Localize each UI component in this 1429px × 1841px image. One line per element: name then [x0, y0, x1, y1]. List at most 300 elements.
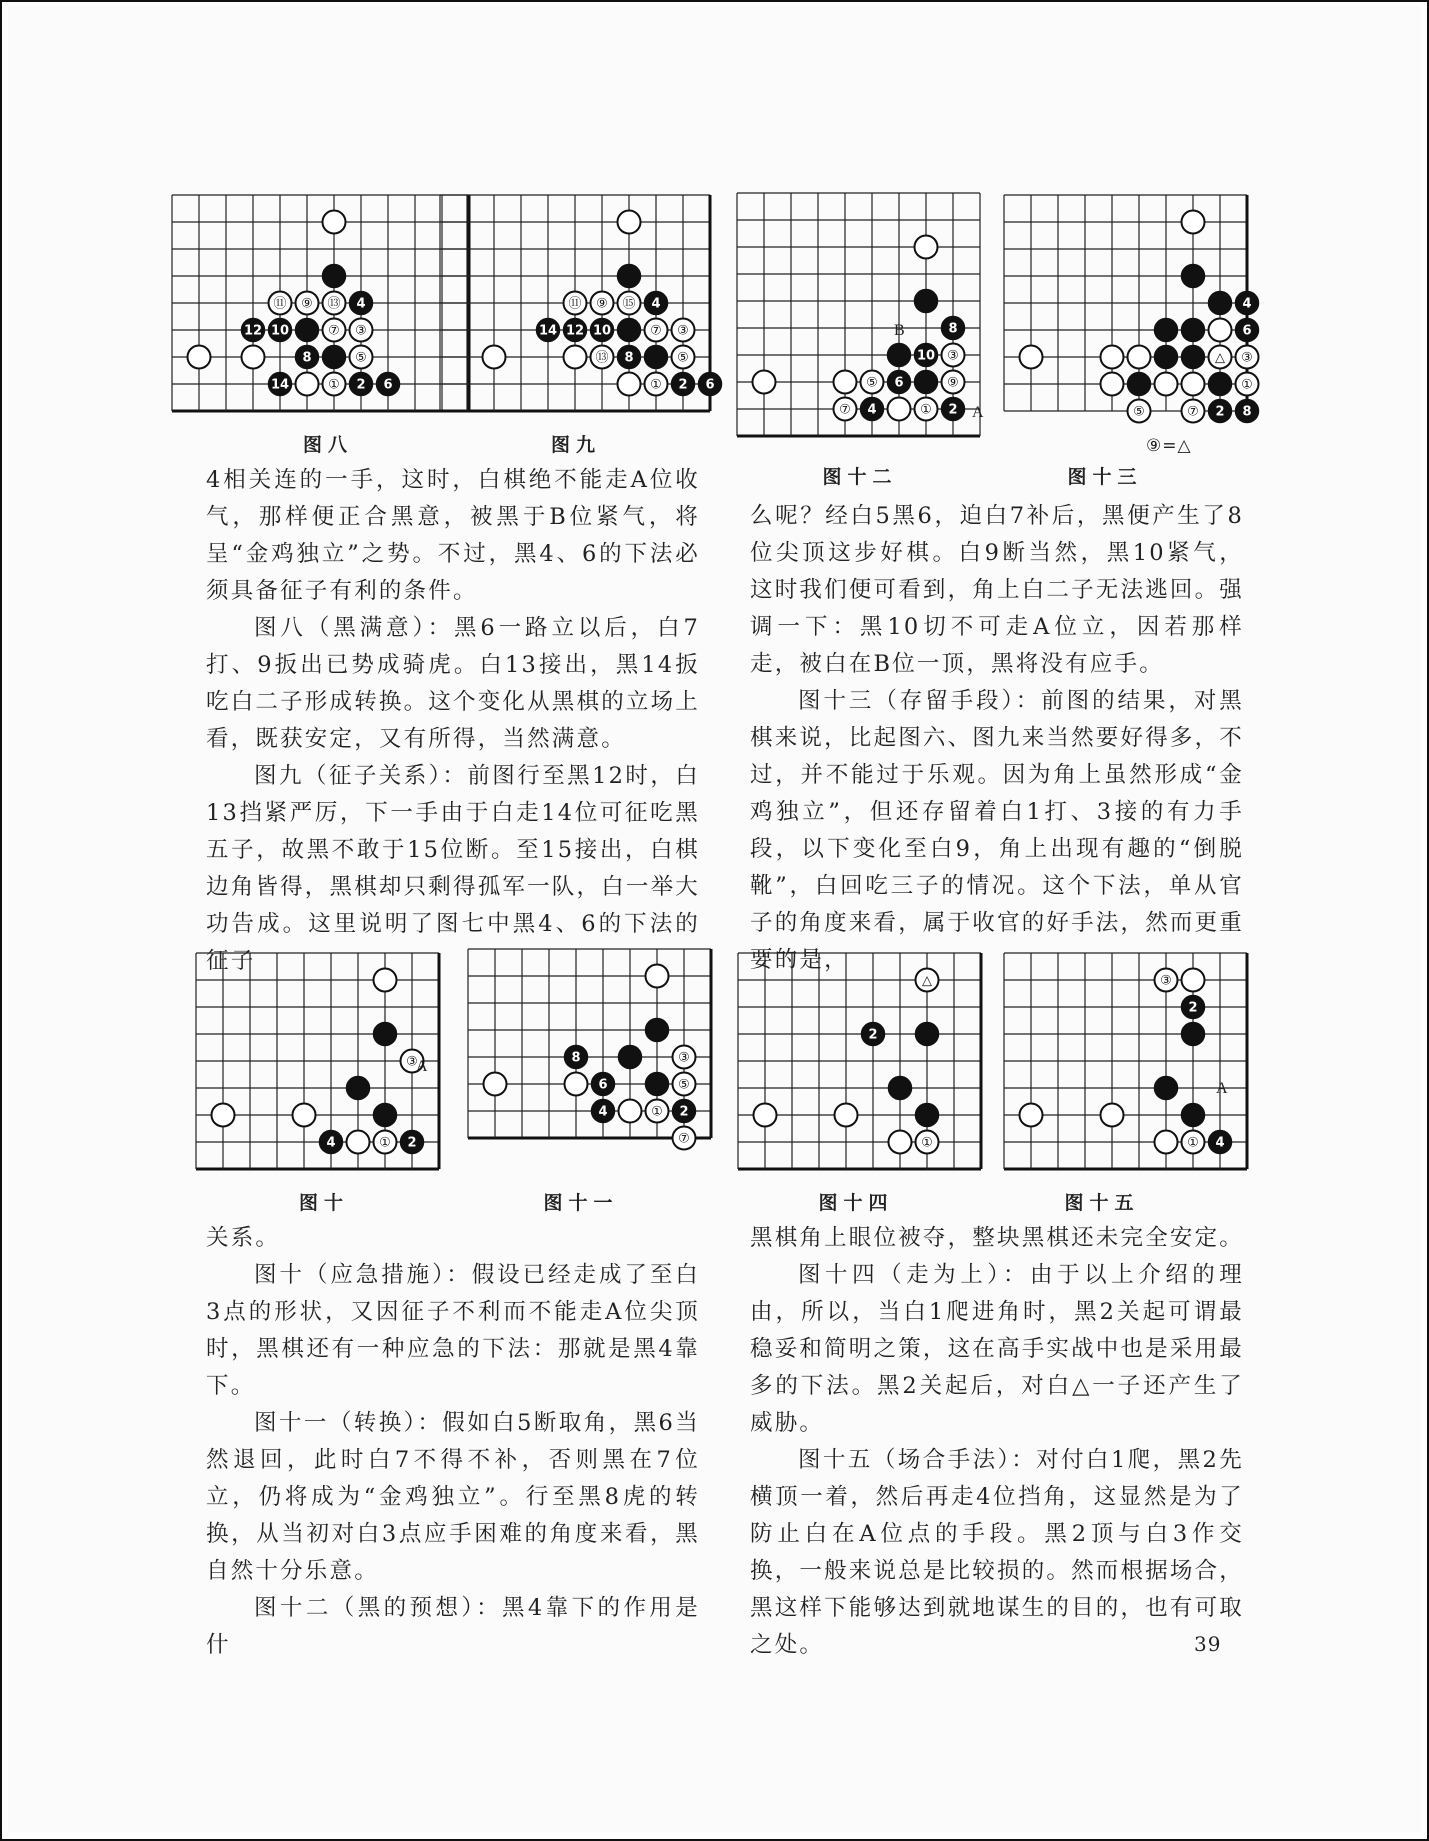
stone-shape — [916, 1104, 939, 1127]
white-stone — [323, 211, 346, 234]
stone-shape — [564, 346, 587, 369]
white-stone — [323, 319, 346, 342]
stone-shape — [565, 1073, 588, 1096]
black-stone — [323, 346, 346, 369]
black-stone — [1155, 319, 1178, 342]
white-stone — [915, 236, 938, 259]
stone-number: ① — [650, 377, 662, 393]
stone-shape — [1155, 1131, 1178, 1154]
white-stone — [861, 371, 884, 394]
stone-number: 8 — [302, 350, 312, 366]
stone-shape — [646, 1073, 669, 1096]
caption-fig15: 图十五 — [1064, 1192, 1140, 1214]
stone-number: ⑤ — [677, 350, 689, 366]
stone-shape — [1209, 373, 1232, 396]
white-stone — [1128, 346, 1151, 369]
black-stone — [889, 1077, 912, 1100]
stone-number: ① — [379, 1135, 391, 1151]
stone-shape — [1020, 1104, 1043, 1127]
black-stone — [269, 373, 292, 396]
go-diagram-fig8 — [164, 190, 442, 420]
stone-number: 6 — [894, 375, 904, 391]
stone-shape — [1182, 319, 1205, 342]
white-stone — [673, 1073, 696, 1096]
stone-shape — [347, 1077, 370, 1100]
stone-number: ⑮ — [622, 296, 636, 312]
white-stone — [1182, 373, 1205, 396]
stone-shape — [645, 346, 668, 369]
white-stone — [350, 346, 373, 369]
white-stone — [888, 398, 911, 421]
white-stone — [835, 1104, 858, 1127]
white-stone — [591, 346, 614, 369]
board-grid — [737, 193, 980, 436]
fig15-label-a: A — [1216, 1080, 1228, 1097]
stone-number: ⑬ — [595, 350, 609, 366]
white-stone — [1155, 969, 1178, 992]
stone-shape — [754, 1104, 777, 1127]
white-stone — [293, 1104, 316, 1127]
stone-shape — [1155, 1077, 1178, 1100]
stone-shape — [293, 1104, 316, 1127]
white-stone — [619, 1100, 642, 1123]
stone-number: 4 — [1242, 296, 1252, 312]
paragraph: 图十五（场合手法）：对付白1爬，黑2先横顶一着，然后再走4位挡角，这显然是为了防止白在A位点的手段。黑2顶与白3作交换，一般来说总是比较损的。然而根据场合，黑这样下能够达到就地谋生的目的，也有可取之处。 — [750, 1447, 1245, 1658]
black-stone — [1182, 1104, 1205, 1127]
white-stone — [646, 1100, 669, 1123]
white-stone — [212, 1104, 235, 1127]
stone-shape — [1182, 1023, 1205, 1046]
stone-shape — [374, 1023, 397, 1046]
stone-shape — [915, 371, 938, 394]
stone-number: ⑤ — [355, 350, 367, 366]
stone-shape — [323, 211, 346, 234]
stone-number: 14 — [538, 323, 558, 339]
black-stone — [323, 265, 346, 288]
caption-fig14: 图十四 — [818, 1192, 894, 1214]
stone-number: 8 — [1242, 404, 1252, 420]
stone-number: ③ — [677, 323, 689, 339]
white-stone — [296, 373, 319, 396]
white-stone — [564, 346, 587, 369]
stone-number: 6 — [705, 377, 715, 393]
caption-fig10: 图十 — [298, 1192, 349, 1214]
white-stone — [565, 1073, 588, 1096]
stone-shape — [916, 1023, 939, 1046]
stone-shape — [1155, 373, 1178, 396]
stone-number: 10 — [916, 348, 936, 364]
stone-number: ⑤ — [866, 375, 878, 391]
paragraph: 关系。 — [206, 1225, 281, 1251]
stone-shape — [1182, 346, 1205, 369]
stone-number: ⑤ — [1133, 404, 1145, 420]
go-diagram-fig14 — [730, 948, 986, 1178]
stone-number: 2 — [868, 1027, 878, 1043]
stone-shape — [323, 346, 346, 369]
paragraph: 4相关连的一手，这时，白棋绝不能走A位收气，那样便正合黑意，被黑于B位紧气，将呈“金鸡独立”之势。不过，黑4、6的下法必须具备征子有利的条件。 — [206, 467, 700, 604]
black-stone — [1182, 319, 1205, 342]
white-stone — [1236, 373, 1259, 396]
stone-shape — [915, 236, 938, 259]
white-stone — [646, 965, 669, 988]
black-stone — [618, 346, 641, 369]
stone-shape — [618, 373, 641, 396]
paragraph: 图九（征子关系）：前图行至黑12时，白13挡紧严厉，下一手由于白走14位可征吃黑五子，故黑不敢于15位断。至15接出，白棋边角皆得，黑棋却只剩得孤军一队，白一举大功告成。这里说明了图七中黑4、6的下法的征子 — [206, 763, 701, 974]
stone-shape — [1209, 319, 1232, 342]
black-stone — [1236, 319, 1259, 342]
stone-shape — [753, 371, 776, 394]
white-stone — [1101, 1104, 1124, 1127]
stone-number: ③ — [355, 323, 367, 339]
stone-shape — [242, 346, 265, 369]
black-stone — [242, 319, 265, 342]
stone-number: ③ — [947, 348, 959, 364]
stone-shape — [835, 1104, 858, 1127]
stone-number: 6 — [383, 377, 393, 393]
go-diagram-fig15 — [998, 948, 1258, 1178]
white-stone — [753, 371, 776, 394]
caption-fig13: 图十三 — [1067, 466, 1143, 488]
white-stone — [1155, 1131, 1178, 1154]
white-stone — [673, 1046, 696, 1069]
stone-number: ③ — [678, 1050, 690, 1066]
black-stone — [618, 265, 641, 288]
paragraph: 图十四（走为上）：由于以上介绍的理由，所以，当白1爬进角时，黑2关起可谓最稳妥和简明之策，这在高手实战中也是采用最多的下法。黑2关起后，对白△一子还产生了威胁。 — [750, 1262, 1245, 1436]
fig13-note: ⑨=△ — [1146, 436, 1192, 456]
stone-number: 4 — [326, 1135, 336, 1151]
paragraph: 黑棋角上眼位被夺，整块黑棋还未完全安定。 — [750, 1225, 1245, 1251]
white-stone — [916, 1131, 939, 1154]
black-stone — [699, 373, 722, 396]
go-diagram-fig13 — [998, 190, 1270, 440]
white-stone — [889, 1131, 912, 1154]
white-stone — [484, 1073, 507, 1096]
stone-number: 2 — [1188, 1000, 1198, 1016]
stone-shape — [1209, 292, 1232, 315]
white-stone — [1101, 346, 1124, 369]
black-stone — [401, 1131, 424, 1154]
black-stone — [915, 344, 938, 367]
stone-number: ③ — [1160, 973, 1172, 989]
stone-number: ⑪ — [273, 296, 287, 312]
white-stone — [1155, 373, 1178, 396]
black-stone — [673, 1100, 696, 1123]
white-stone — [1209, 319, 1232, 342]
text-column-right-top — [750, 498, 1244, 979]
stone-number: 4 — [1215, 1135, 1225, 1151]
white-stone — [374, 1131, 397, 1154]
white-stone — [915, 398, 938, 421]
black-stone — [646, 1073, 669, 1096]
stone-number: △ — [1215, 350, 1225, 366]
stone-shape — [915, 290, 938, 313]
stone-number: 2 — [948, 402, 958, 418]
white-stone — [323, 292, 346, 315]
stone-shape — [1182, 373, 1205, 396]
stone-number: 2 — [407, 1135, 417, 1151]
stone-number: 6 — [1242, 323, 1252, 339]
stone-number: ① — [920, 402, 932, 418]
white-stone — [564, 292, 587, 315]
stone-number: 10 — [270, 323, 290, 339]
stone-shape — [1101, 346, 1124, 369]
stone-number: 8 — [624, 350, 634, 366]
white-stone — [347, 1131, 370, 1154]
white-stone — [618, 373, 641, 396]
stone-shape — [212, 1104, 235, 1127]
caption-fig11: 图十一 — [543, 1192, 619, 1214]
black-stone — [1182, 265, 1205, 288]
white-stone — [834, 371, 857, 394]
text-column-right-bottom — [750, 1220, 1244, 1664]
white-stone — [374, 969, 397, 992]
black-stone — [591, 319, 614, 342]
stone-number: ⑪ — [568, 296, 582, 312]
black-stone — [942, 317, 965, 340]
go-diagram-fig9 — [432, 190, 715, 420]
white-stone — [942, 371, 965, 394]
black-stone — [1128, 373, 1151, 396]
stone-number: 14 — [270, 377, 290, 393]
stone-number: ⑦ — [1187, 404, 1199, 420]
white-stone — [754, 1104, 777, 1127]
black-stone — [1209, 400, 1232, 423]
white-stone — [645, 319, 668, 342]
white-stone — [242, 346, 265, 369]
stone-number: ① — [651, 1104, 663, 1120]
stone-shape — [1182, 1104, 1205, 1127]
stone-shape — [374, 1104, 397, 1127]
white-stone — [1182, 400, 1205, 423]
white-stone — [269, 292, 292, 315]
white-stone — [916, 969, 939, 992]
black-stone — [916, 1104, 939, 1127]
black-stone — [377, 373, 400, 396]
black-stone — [942, 398, 965, 421]
stone-number: 4 — [356, 296, 366, 312]
black-stone — [645, 346, 668, 369]
caption-fig9: 图九 — [550, 434, 601, 456]
black-stone — [350, 292, 373, 315]
go-diagram-fig11 — [462, 944, 726, 1194]
white-stone — [1128, 400, 1151, 423]
black-stone — [645, 292, 668, 315]
white-stone — [296, 292, 319, 315]
black-stone — [592, 1100, 615, 1123]
paragraph: 图八（黑满意）：黑6一路立以后，白7打、9扳出已势成骑虎。白13接出，黑14扳吃白二子形成转换。这个变化从黑棋的立场上看，既获安定，又有所得，当然满意。 — [206, 615, 701, 752]
stone-shape — [296, 373, 319, 396]
white-stone — [1182, 1131, 1205, 1154]
stone-number: ⑨ — [301, 296, 313, 312]
black-stone — [915, 290, 938, 313]
white-stone — [350, 319, 373, 342]
stone-shape — [619, 1100, 642, 1123]
black-stone — [1209, 292, 1232, 315]
black-stone — [1182, 996, 1205, 1019]
stone-shape — [483, 346, 506, 369]
stone-number: ⑦ — [839, 402, 851, 418]
stone-number: ⑦ — [328, 323, 340, 339]
stone-number: ③ — [406, 1054, 418, 1070]
black-stone — [592, 1073, 615, 1096]
white-stone — [1236, 346, 1259, 369]
black-stone — [1209, 1131, 1232, 1154]
stone-number: ⑨ — [596, 296, 608, 312]
black-stone — [861, 398, 884, 421]
stone-shape — [646, 1019, 669, 1042]
stone-number: ⑤ — [678, 1077, 690, 1093]
stone-number: ⑨ — [947, 375, 959, 391]
white-stone — [591, 292, 614, 315]
black-stone — [1236, 292, 1259, 315]
white-stone — [1020, 346, 1043, 369]
stone-shape — [347, 1131, 370, 1154]
white-stone — [188, 346, 211, 369]
stone-number: 2 — [679, 1104, 689, 1120]
paragraph: 图十三（存留手段）：前图的结果，对黑棋来说，比起图六、图九来当然要好得多，不过，并不能过于乐观。因为角上虽然形成“金鸡独立”，但还存留着白1打、3接的有力手段，以下变化至白9，角上出现有趣的“倒脱靴”，白回吃三子的情况。这个下法，单从官子的角度来看，属于收官的好手法，然而更重要的是， — [750, 688, 1245, 973]
stone-number: ③ — [1241, 350, 1253, 366]
stone-shape — [618, 265, 641, 288]
fig10-label-a: A — [416, 1058, 428, 1075]
stone-shape — [1101, 1104, 1124, 1127]
fig12-label-a: A — [972, 404, 984, 421]
stone-number: ⑬ — [327, 296, 341, 312]
white-stone — [673, 1127, 696, 1150]
stone-shape — [619, 1046, 642, 1069]
black-stone — [374, 1104, 397, 1127]
stone-shape — [1182, 265, 1205, 288]
white-stone — [1020, 1104, 1043, 1127]
paragraph: 图十（应急措施）：假设已经走成了至白3点的形状，又因征子不利而不能走A位尖顶时，黑棋还有一种应急的下法：那就是黑4靠下。 — [206, 1262, 700, 1399]
black-stone — [320, 1131, 343, 1154]
black-stone — [1155, 1077, 1178, 1100]
black-stone — [646, 1019, 669, 1042]
black-stone — [862, 1023, 885, 1046]
stone-number: 6 — [598, 1077, 608, 1093]
black-stone — [915, 371, 938, 394]
stone-number: 4 — [867, 402, 877, 418]
black-stone — [537, 319, 560, 342]
stone-number: 8 — [571, 1050, 581, 1066]
stone-shape — [1182, 211, 1205, 234]
stone-shape — [1182, 969, 1205, 992]
black-stone — [916, 1023, 939, 1046]
stone-number: 2 — [1215, 404, 1225, 420]
stone-shape — [484, 1073, 507, 1096]
black-stone — [1182, 346, 1205, 369]
white-stone — [1182, 211, 1205, 234]
stone-shape — [834, 371, 857, 394]
stone-shape — [888, 344, 911, 367]
board-grid — [172, 195, 469, 411]
black-stone — [296, 346, 319, 369]
black-stone — [619, 1046, 642, 1069]
black-stone — [618, 319, 641, 342]
white-stone — [834, 398, 857, 421]
stone-number: 8 — [948, 321, 958, 337]
white-stone — [1209, 346, 1232, 369]
stone-number: 2 — [356, 377, 366, 393]
black-stone — [347, 1077, 370, 1100]
white-stone — [645, 373, 668, 396]
stone-shape — [1155, 346, 1178, 369]
stone-number: △ — [922, 973, 932, 989]
black-stone — [888, 344, 911, 367]
white-stone — [618, 292, 641, 315]
stone-shape — [1128, 373, 1151, 396]
stone-shape — [323, 265, 346, 288]
black-stone — [565, 1046, 588, 1069]
stone-number: 4 — [598, 1104, 608, 1120]
stone-shape — [1101, 373, 1124, 396]
go-diagram-fig12 — [727, 188, 995, 448]
caption-fig8: 图八 — [302, 434, 353, 456]
stone-number: ① — [1241, 377, 1253, 393]
stone-shape — [618, 211, 641, 234]
stone-number: ① — [921, 1135, 933, 1151]
paragraph: 图十二（黑的预想）：黑4靠下的作用是什 — [206, 1595, 700, 1658]
stone-number: 2 — [678, 377, 688, 393]
black-stone — [350, 373, 373, 396]
black-stone — [296, 319, 319, 342]
stone-number: ① — [1187, 1135, 1199, 1151]
stone-shape — [188, 346, 211, 369]
paragraph: 么呢？经白5黑6，迫白7补后，黑便产生了8位尖顶这步好棋。白9断当然，黑10紧气，这时我们便可看到，角上白二子无法逃回。强调一下：黑10切不可走A位立，因若那样走，被白在B位一顶，黑将没有应手。 — [750, 503, 1245, 677]
text-column-left-top — [206, 462, 700, 980]
paragraph: 图十一（转换）：假如白5断取角，黑6当然退回，此时白7不得不补，否则黑在7位立，仍将成为“金鸡独立”。行至黑8虎的转换，从当初对白3点应手困难的角度来看，黑自然十分乐意。 — [206, 1410, 700, 1584]
white-stone — [618, 211, 641, 234]
black-stone — [1155, 346, 1178, 369]
stone-number: 4 — [651, 296, 661, 312]
stone-shape — [1020, 346, 1043, 369]
black-stone — [888, 371, 911, 394]
stone-shape — [374, 969, 397, 992]
black-stone — [564, 319, 587, 342]
stone-number: ① — [328, 377, 340, 393]
white-stone — [1101, 373, 1124, 396]
board-grid — [738, 953, 981, 1169]
stone-shape — [646, 965, 669, 988]
text-column-left-bottom — [206, 1220, 700, 1664]
stone-shape — [618, 319, 641, 342]
stone-number: ⑦ — [650, 323, 662, 339]
stone-number: 10 — [592, 323, 612, 339]
black-stone — [269, 319, 292, 342]
stone-shape — [888, 398, 911, 421]
black-stone — [1209, 373, 1232, 396]
white-stone — [323, 373, 346, 396]
stone-shape — [1155, 319, 1178, 342]
stone-shape — [889, 1131, 912, 1154]
stone-number: ⑦ — [678, 1131, 690, 1147]
stone-shape — [296, 319, 319, 342]
black-stone — [1236, 400, 1259, 423]
page-number: 39 — [1194, 1632, 1222, 1656]
caption-fig12: 图十二 — [822, 466, 898, 488]
black-stone — [672, 373, 695, 396]
stone-number: 12 — [243, 323, 263, 339]
fig12-label-b: B — [894, 322, 905, 339]
stone-number: 12 — [565, 323, 585, 339]
white-stone — [1182, 969, 1205, 992]
white-stone — [672, 346, 695, 369]
white-stone — [483, 346, 506, 369]
stone-shape — [889, 1077, 912, 1100]
white-stone — [672, 319, 695, 342]
stone-shape — [1128, 346, 1151, 369]
black-stone — [374, 1023, 397, 1046]
white-stone — [942, 344, 965, 367]
